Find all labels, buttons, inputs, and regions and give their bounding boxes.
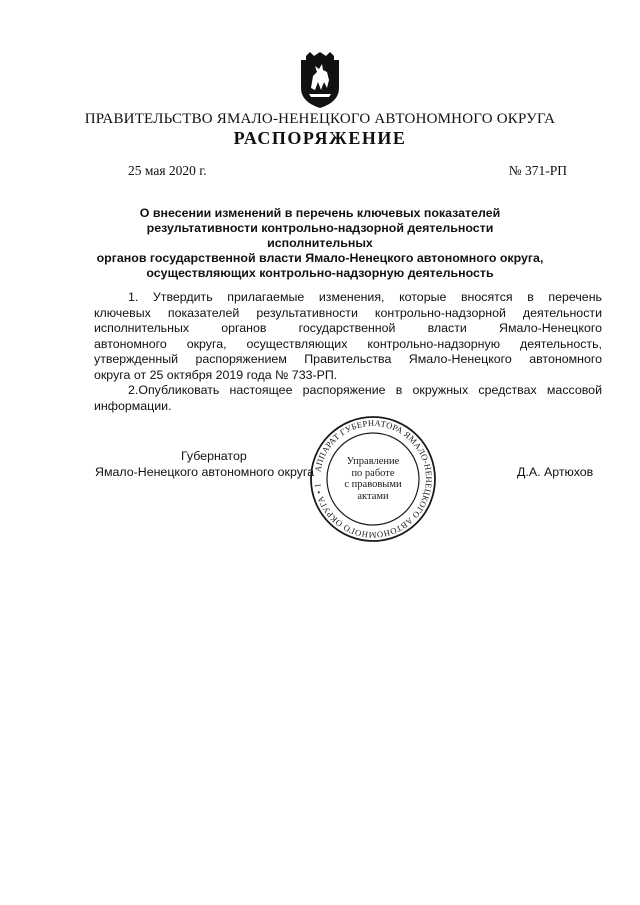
stamp-line: с правовыми: [344, 479, 402, 490]
title-line: результативности контрольно-надзорной деятельности исполнительных: [146, 221, 494, 250]
paragraph-1: [94, 290, 602, 383]
stamp-line: по работе: [351, 467, 395, 479]
title-line: О внесении изменений в перечень ключевых показателей: [139, 206, 501, 220]
body-line: информации.: [94, 398, 172, 413]
stamp-ring-text: АППАРАТ ГУБЕРНАТОРА ЯМАЛО-НЕНЕЦКОГО АВТОНОМНОГО ОКРУГА • 1: [312, 417, 435, 541]
document-date: 25 мая 2020 г.: [128, 163, 207, 178]
signatory-post: Губернатор: [181, 449, 247, 463]
document-number: № 371-РП: [508, 163, 567, 178]
document-body: [94, 290, 602, 414]
body-line: 1. Утвердить прилагаемые изменения, которые вносятся в перечень: [128, 290, 602, 304]
organization-heading: ПРАВИТЕЛЬСТВО ЯМАЛО-НЕНЕЦКОГО АВТОНОМНОГО ОКРУГА: [84, 111, 556, 127]
body-line: исполнительных органов государственной власти Ямало-Ненецкого: [94, 321, 602, 335]
body-line: округа от 25 октября 2019 года № 733-РП.: [94, 367, 338, 382]
document-type-heading: РАСПОРЯЖЕНИЕ: [233, 128, 407, 148]
signatory-name: Д.А. Артюхов: [517, 465, 594, 479]
stamp-center: [308, 414, 438, 544]
body-line: ключевых показателей результативности контрольно-надзорной деятельности: [94, 305, 602, 320]
signatory-region: Ямало-Ненецкого автономного округа: [95, 465, 315, 479]
title-line: органов государственной власти Ямало-Ненецкого автономного округа,: [96, 251, 544, 265]
document-title: [96, 206, 544, 281]
body-line: автономного округа, осуществляющих контрольно-надзорную деятельность,: [94, 336, 602, 351]
stamp-line: актами: [357, 490, 389, 502]
title-line: осуществляющих контрольно-надзорную деятельность: [146, 266, 494, 280]
official-stamp: [308, 414, 438, 544]
body-line: утвержденный распоряжением Правительства Ямало-Ненецкого автономного: [94, 352, 602, 366]
stamp-line: Управление: [346, 456, 400, 467]
coat-of-arms-emblem: [297, 52, 343, 110]
body-line: 2.Опубликовать настоящее распоряжение в окружных средствах массовой: [128, 383, 602, 397]
paragraph-2: [94, 383, 602, 414]
